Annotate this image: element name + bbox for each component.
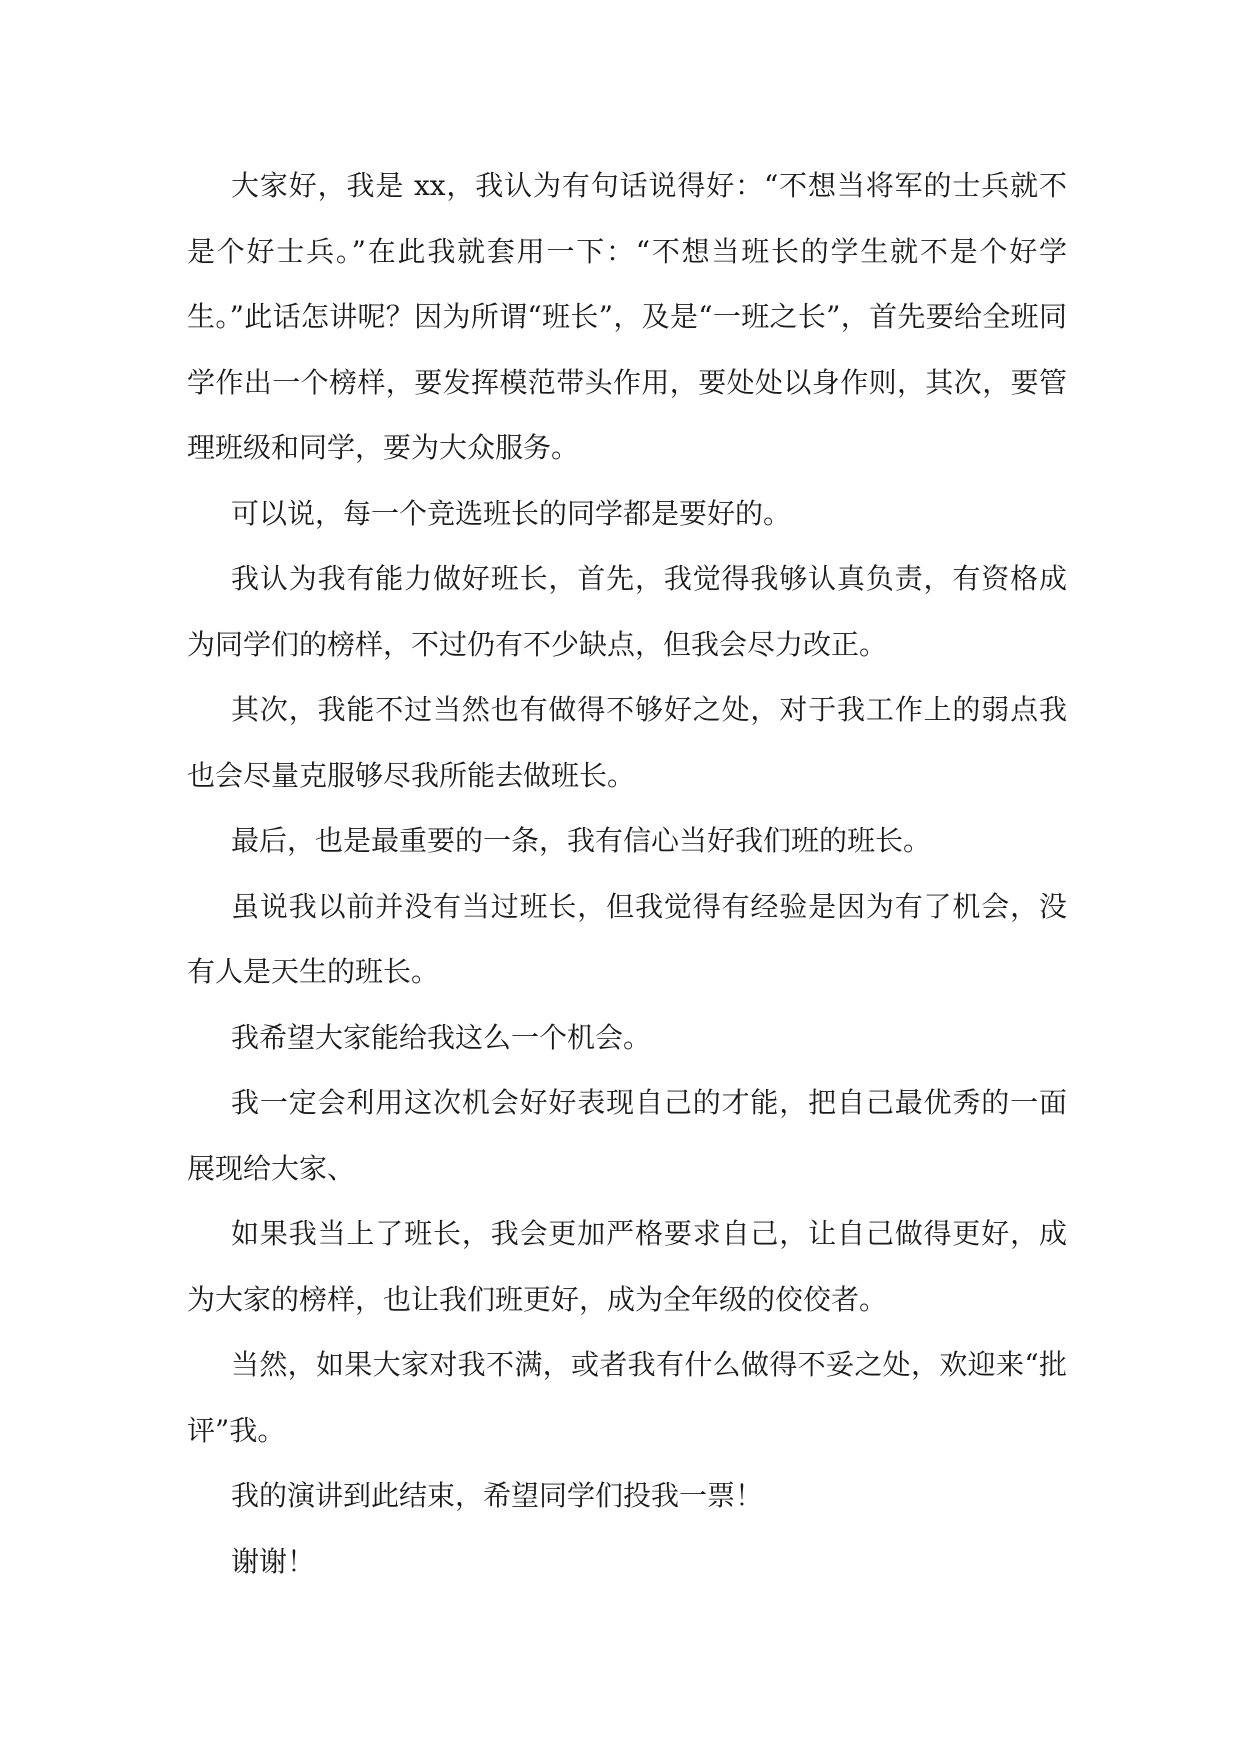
paragraph-everyone-good: 可以说，每一个竞选班长的同学都是要好的。 [231,496,792,530]
paragraph-thanks: 谢谢！ [231,1544,316,1578]
paragraph-opportunity: 我一定会利用这次机会好好表现自己的才能，把自己最优秀的一面展现给大家、 [187,1086,1067,1185]
paragraph-lastly: 最后，也是最重要的一条，我有信心当好我们班的班长。 [231,824,932,857]
paragraph-closing: 我的演讲到此结束，希望同学们投我一票！ [231,1479,764,1512]
paragraph-criticism: 当然，如果大家对我不满，或者我有什么做得不妥之处，欢迎来“批评”我。 [187,1348,1067,1447]
paragraph-capability: 我认为我有能力做好班长，首先，我觉得我够认真负责，有资格成为同学们的榜样，不过仍有不少缺点，但我会尽力改正。 [187,562,1067,661]
paragraph-promise: 如果我当上了班长，我会更加严格要求自己，让自己做得更好，成为大家的榜样，也让我们班更好，成为全年级的佼佼者。 [187,1217,1067,1316]
paragraph-experience: 虽说我以前并没有当过班长，但我觉得有经验是因为有了机会，没有人是天生的班长。 [187,889,1067,988]
paragraph-secondly: 其次，我能不过当然也有做得不够好之处，对于我工作上的弱点我也会尽量克服够尽我所能去做班长。 [187,693,1067,792]
paragraph-hope: 我希望大家能给我这么一个机会。 [231,1020,652,1054]
document-body [187,153,1067,1594]
paragraph-intro: 大家好，我是 xx，我认为有句话说得好：“不想当将军的士兵就不是个好士兵。”在此我就套用一下：“不想当班长的学生就不是个好学生。”此话怎讲呢？因为所谓“班长”，及是“一班之长”，首先要给全班同学作出一个榜样，要发挥模范带头作用，要处处以身作则，其次，要管理班级和同学，要为大众服务。 [187,169,1067,464]
